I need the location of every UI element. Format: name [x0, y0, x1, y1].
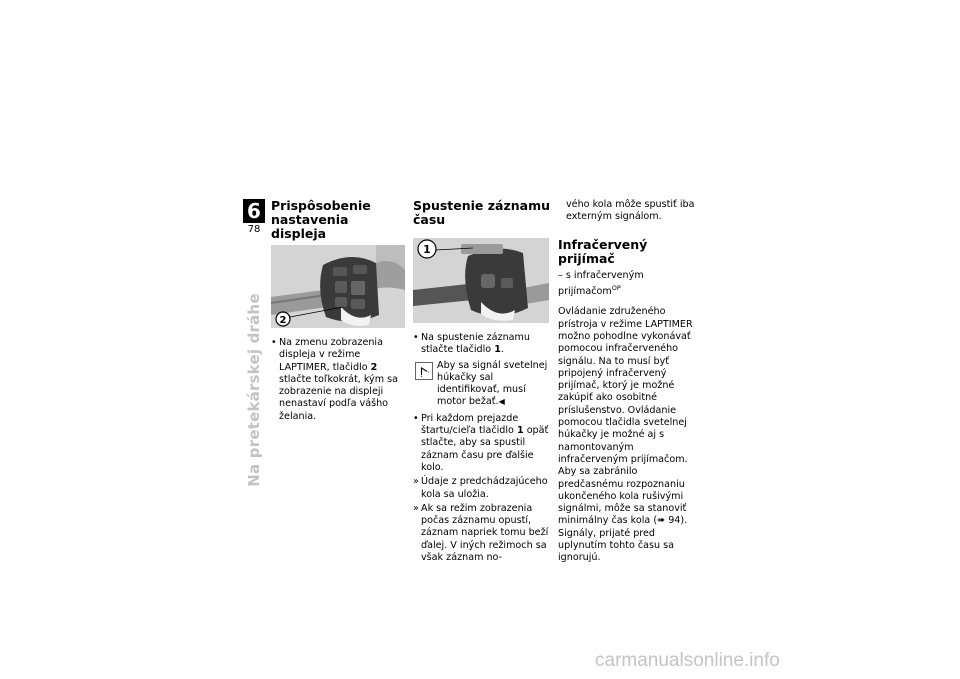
page-number: 78	[247, 224, 261, 235]
note-box	[413, 360, 551, 409]
page-ref-number[interactable]: 94	[668, 515, 681, 527]
list-item	[271, 337, 405, 423]
dash-icon: –	[558, 269, 563, 281]
list-item	[413, 332, 551, 357]
note-text: Aby sa signál svetelnej húkačky sal identifikovať, musí motor bežať.	[437, 359, 548, 408]
chapter-number-box: 6	[243, 199, 265, 223]
body-text	[558, 306, 698, 564]
bullet-icon: •	[413, 332, 419, 343]
result-item	[413, 503, 551, 564]
body-end: ). Signály, prijaté pred uplynutím tohto času sa ignorujú.	[558, 515, 688, 564]
option-badge: OP	[611, 283, 621, 292]
column-display-settings	[271, 199, 405, 425]
note-triangle-inner-icon	[422, 369, 427, 375]
chapter-side-title: Na pretekárskej dráhe	[245, 293, 263, 487]
page-ref-arrow-icon: ➠	[657, 515, 666, 527]
handlebar-switch-figure-left	[271, 245, 405, 328]
option-text: s infračerveným prijímačom	[558, 269, 644, 298]
bullet-text: Na zmenu zobrazenia displeja v režime LAPTIMER, tlačidlo	[279, 337, 383, 373]
heading-display-settings: Prispôsobenie nastavenia displeja	[271, 198, 371, 241]
result-text: Ak sa režim zobrazenia počas záznamu opustí, záznam napriek tomu beží ďalej. V iných režimoch sa však záznam no-	[421, 502, 549, 564]
bullet-text-cont: stlačte toľkokrát, kým sa zobrazenie na displeji nenastaví podľa vášho želania.	[279, 373, 399, 422]
result-item	[413, 476, 551, 501]
result-text: Údaje z predchádzajúceho kola sa uložia.	[421, 476, 548, 500]
note-triangle-icon	[421, 367, 429, 377]
figure-callout-2: 2	[279, 315, 287, 326]
column-start-timing	[413, 199, 551, 566]
body-main: Ovládanie združeného prístroja v režime LAPTIMER možno pohodlne vykonávať pomocou infračerveného signálu. Na to musí byť pripojený infračervený prijímač, ktorý je možné zakúpiť ako osobitné príslušenstvo. Ovládanie pomocou tlačidla svetelnej húkačky je možné aj s namontovaným infračerveným prijímačom. Aby sa zabránilo predčasnému rozpoznaniu ukončeného kola rušivými signálmi, môže sa stanoviť minimálny čas kola (	[558, 306, 693, 527]
bullet-text: Pri každom prejazde štartu/cieľa tlačidlo	[421, 412, 519, 437]
button-ref-1: 1	[516, 425, 524, 437]
note-icon	[415, 362, 433, 380]
bullet-text: Na spustenie záznamu stlačte tlačidlo	[421, 332, 530, 356]
watermark: carmanualsonline.info	[595, 650, 780, 671]
bullet-text-cont: opäť stlačte, aby sa spustil záznam času pre ďalšie kolo.	[421, 425, 549, 473]
bullet-text-end: .	[500, 344, 504, 356]
button-ref-1: 1	[494, 344, 501, 356]
column-infrared-receiver	[558, 199, 698, 565]
bullet-icon: •	[271, 337, 277, 348]
end-mark-icon: ◀	[498, 397, 505, 407]
handlebar-switch-illustration	[271, 245, 405, 328]
figure-callout-1: 1	[423, 243, 431, 256]
handlebar-switch-figure-right	[413, 238, 549, 323]
bullet-icon: •	[413, 412, 419, 424]
list-item	[413, 413, 551, 474]
result-arrow-icon: »	[413, 502, 419, 514]
heading-start-timing: Spustenie záznamu času	[413, 198, 550, 227]
result-arrow-icon: »	[413, 476, 419, 488]
heading-infrared-receiver: Infračervený prijímač	[558, 236, 648, 266]
continuation-text: vého kola môže spustiť iba externým signálom.	[566, 199, 695, 223]
handlebar-switch-illustration-2	[413, 238, 549, 323]
button-ref-2: 2	[370, 361, 378, 373]
option-line	[558, 270, 698, 299]
